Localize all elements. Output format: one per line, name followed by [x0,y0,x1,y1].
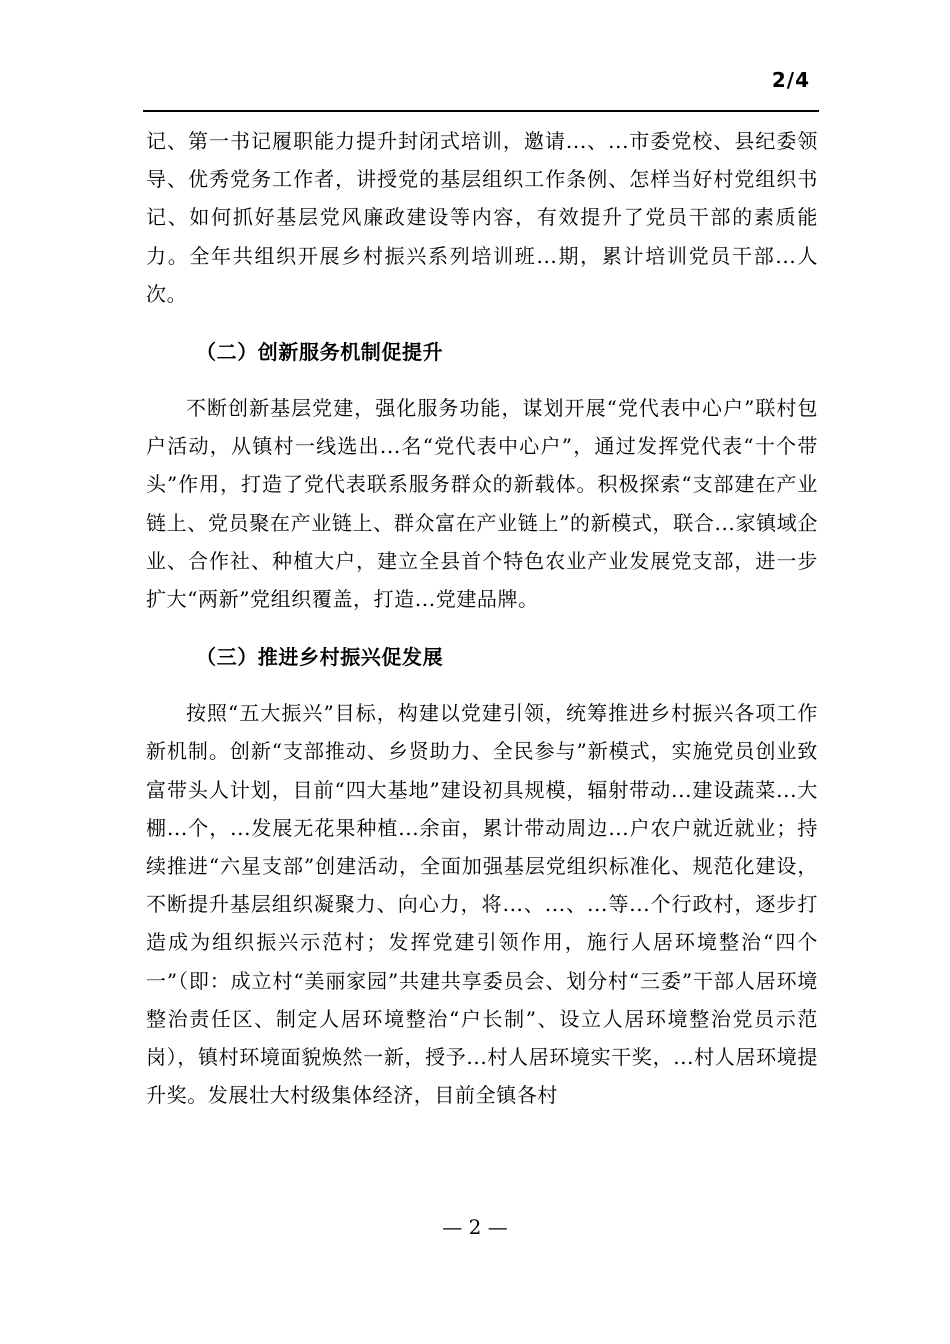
paragraph-rural-revitalization: 按照“五大振兴”目标，构建以党建引领，统筹推进乡村振兴各项工作新机制。创新“支部推动、乡贤助力、全民参与”新模式，实施党员创业致富带头人计划，目前“四大基地”建设初具规模，辐射带动...建设蔬菜...大棚...个，...发展无花果种植...余亩，累计带动周边...户农户就近就业；持续推进“六星支部”创建活动，全面加强基层党组织标准化、规范化建设，不断提升基层组织凝聚力、向心力，将...、...、...等...个行政村，逐步打造成为组织振兴示范村；发挥党建引领作用，施行人居环境整治“四个一”（即：成立村“美丽家园”共建共享委员会、划分村“三委”干部人居环境整治责任区、制定人居环境整治“户长制”、设立人居环境整治党员示范岗），镇村环境面貌焕然一新，授予...村人居环境实干奖，...村人居环境提升奖。发展壮大村级集体经济，目前全镇各村 [146,701,818,1108]
paragraph-continued: 记、第一书记履职能力提升封闭式培训，邀请...、...市委党校、县纪委领导、优秀党务工作者，讲授党的基层组织工作条例、怎样当好村党组织书记、如何抓好基层党风廉政建设等内容，有效提升了党员干部的素质能力。全年共组织开展乡村振兴系列培训班...期，累计培训党员干部...人次。 [146,129,818,306]
header-rule [143,110,819,112]
footer-page-number: — 2 — [442,1215,508,1239]
paragraph-service-mechanism: 不断创新基层党建，强化服务功能，谋划开展“党代表中心户”联村包户活动，从镇村一线选出...名“党代表中心户”，通过发挥党代表“十个带头”作用，打造了党代表联系服务群众的新载体。积极探索“支部建在产业链上、党员聚在产业链上、群众富在产业链上”的新模式，联合...家镇域企业、合作社、种植大户，建立全县首个特色农业产业发展党支部，进一步扩大“两新”党组织覆盖，打造...党建品牌。 [146,396,818,612]
section-heading-2: （二）创新服务机制促提升 [196,340,444,365]
section-heading-3: （三）推进乡村振兴促发展 [196,645,444,670]
document-body [146,122,818,1114]
page-indicator: 2/4 [771,68,810,92]
